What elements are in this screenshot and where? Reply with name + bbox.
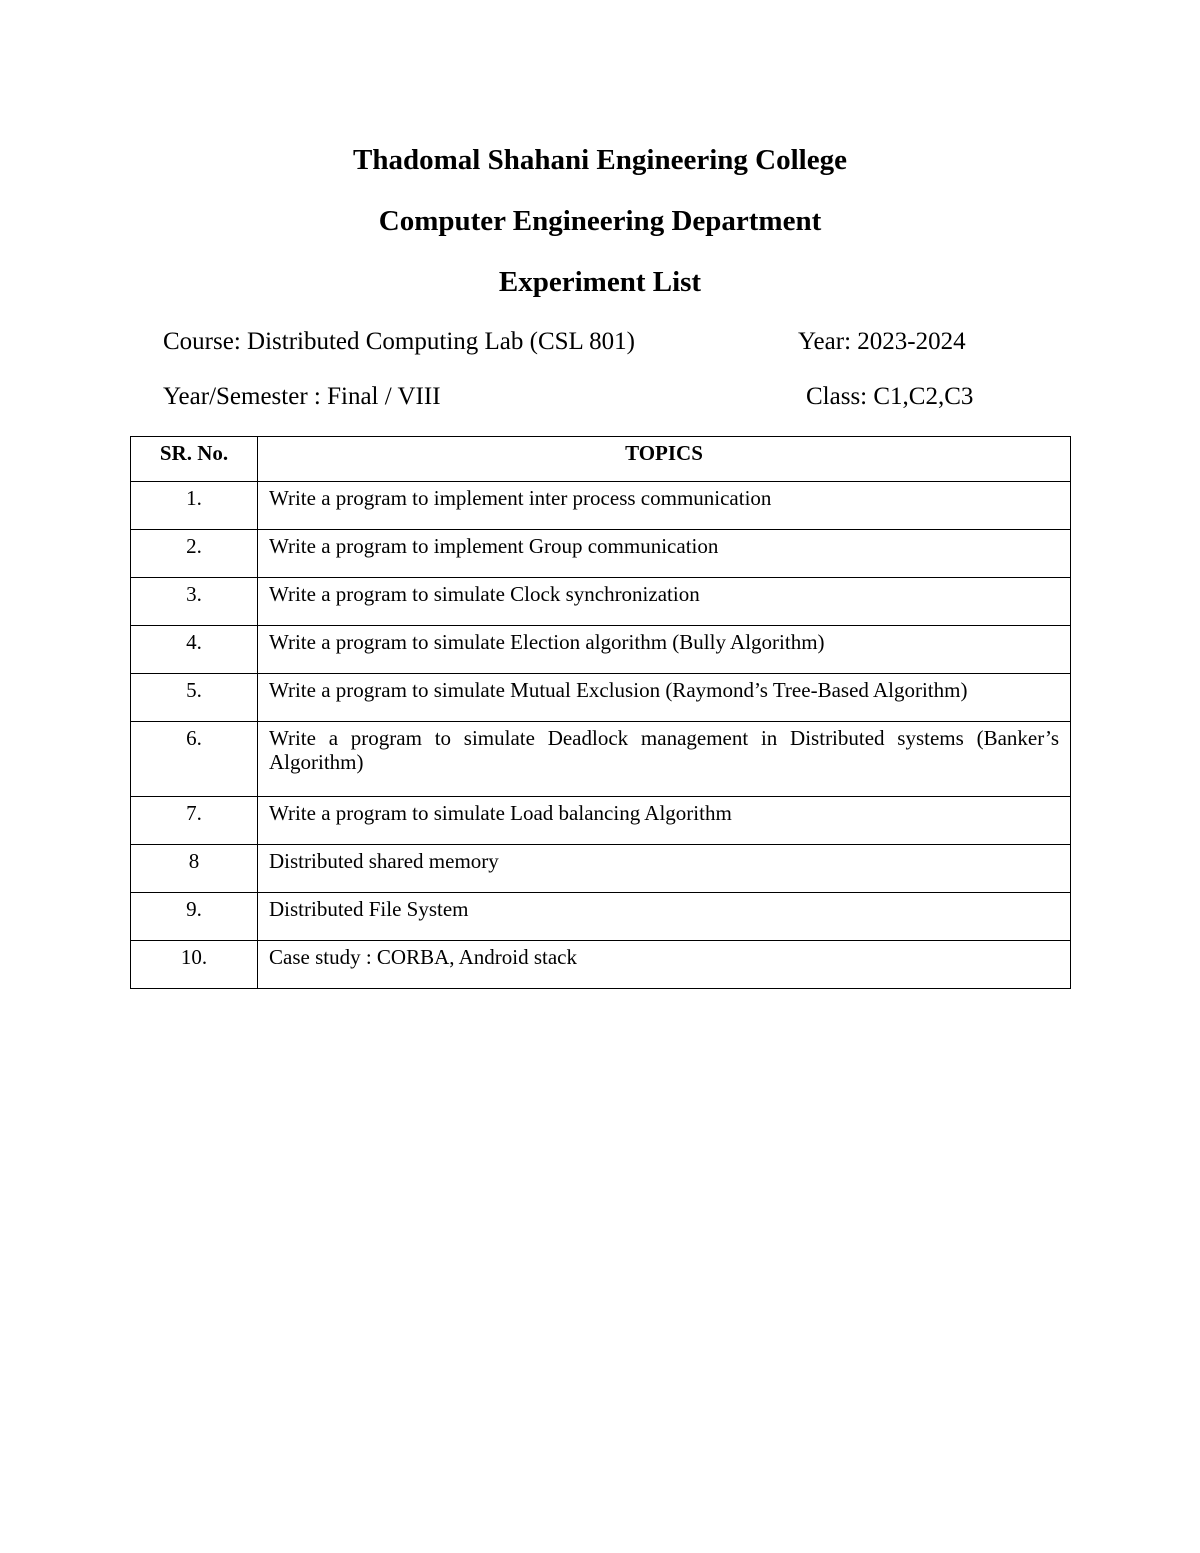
topic-cell: Distributed File System bbox=[258, 893, 1071, 941]
table-row bbox=[131, 578, 1071, 626]
table-row bbox=[131, 845, 1071, 893]
topic-cell: Write a program to implement Group communication bbox=[258, 530, 1071, 578]
topic-cell: Write a program to implement inter process communication bbox=[258, 482, 1071, 530]
topic-cell: Case study : CORBA, Android stack bbox=[258, 941, 1071, 989]
table-row bbox=[131, 674, 1071, 722]
table-row bbox=[131, 893, 1071, 941]
sr-no-cell: 3. bbox=[131, 578, 258, 626]
sr-no-cell: 4. bbox=[131, 626, 258, 674]
table-row bbox=[131, 482, 1071, 530]
table-header-row bbox=[131, 437, 1071, 482]
sr-no-header: SR. No. bbox=[131, 437, 258, 482]
sr-no-cell: 10. bbox=[131, 941, 258, 989]
table-row bbox=[131, 797, 1071, 845]
table-row bbox=[131, 626, 1071, 674]
document-title: Experiment List bbox=[498, 266, 702, 298]
topic-cell: Distributed shared memory bbox=[258, 845, 1071, 893]
sr-no-cell: 8 bbox=[131, 845, 258, 893]
experiment-table bbox=[130, 436, 1071, 989]
college-name: Thadomal Shahani Engineering College bbox=[353, 144, 847, 176]
course-info: Course: Distributed Computing Lab (CSL 801) bbox=[163, 328, 635, 355]
table-row bbox=[131, 722, 1071, 797]
table-row bbox=[131, 941, 1071, 989]
academic-year: Year: 2023-2024 bbox=[798, 328, 966, 355]
topic-cell: Write a program to simulate Load balancing Algorithm bbox=[258, 797, 1071, 845]
table-row bbox=[131, 530, 1071, 578]
topic-cell: Write a program to simulate Deadlock management in Distributed systems (Banker’s Algorithm) bbox=[258, 722, 1071, 797]
topics-header: TOPICS bbox=[258, 437, 1071, 482]
sr-no-cell: 1. bbox=[131, 482, 258, 530]
sr-no-cell: 9. bbox=[131, 893, 258, 941]
department-name: Computer Engineering Department bbox=[378, 205, 822, 237]
topic-cell: Write a program to simulate Mutual Exclusion (Raymond’s Tree-Based Algorithm) bbox=[258, 674, 1071, 722]
topic-cell: Write a program to simulate Election algorithm (Bully Algorithm) bbox=[258, 626, 1071, 674]
year-semester: Year/Semester : Final / VIII bbox=[163, 383, 441, 410]
class-info: Class: C1,C2,C3 bbox=[806, 383, 974, 410]
sr-no-cell: 5. bbox=[131, 674, 258, 722]
topic-cell: Write a program to simulate Clock synchronization bbox=[258, 578, 1071, 626]
sr-no-cell: 2. bbox=[131, 530, 258, 578]
sr-no-cell: 6. bbox=[131, 722, 258, 797]
sr-no-cell: 7. bbox=[131, 797, 258, 845]
